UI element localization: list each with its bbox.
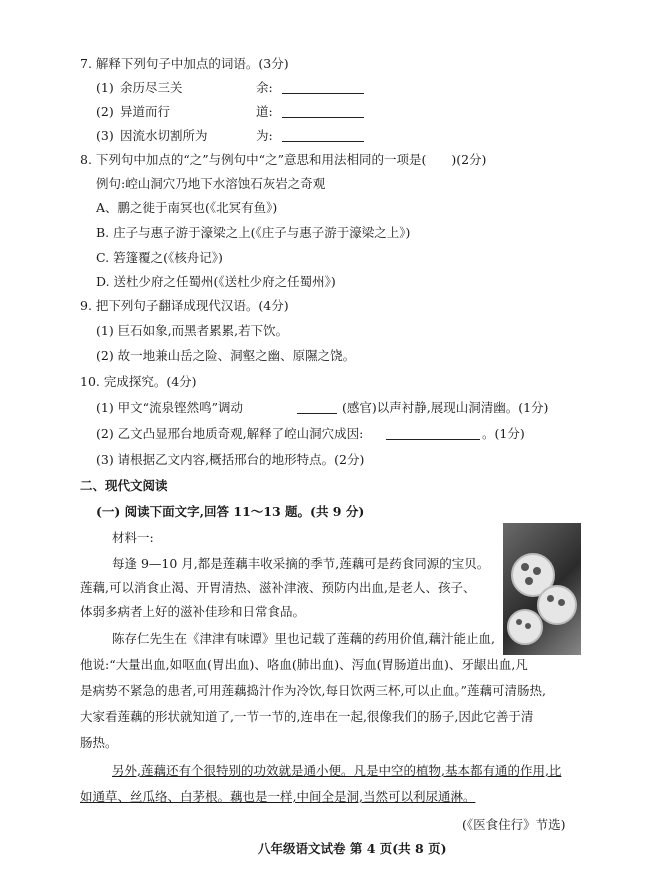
q7-item-2-num: (2) bbox=[96, 104, 114, 119]
q7-item-2-text: 异道而行 bbox=[120, 104, 171, 119]
q7-item-3-num: (3) bbox=[96, 128, 114, 143]
q8-option-a: A、鹏之徙于南冥也(《北冥有鱼》) bbox=[96, 200, 278, 215]
passage-line-2: 莲藕,可以消食止渴、开胃清热、滋补津液、预防内出血,是老人、孩子、 bbox=[80, 580, 476, 595]
passage-source: (《医食住行》节选) bbox=[462, 817, 566, 832]
page-footer: 八年级语文试卷 第 4 页(共 8 页) bbox=[258, 841, 447, 856]
material-label: 材料一: bbox=[112, 530, 154, 545]
q9-title: 9. 把下列句子翻译成现代汉语。(4分) bbox=[80, 298, 289, 313]
lotus-root-photo bbox=[503, 523, 581, 655]
q10-item-1-pre: (1) 甲文“流泉铿然鸣”调动 bbox=[96, 400, 243, 415]
q7-title: 7. 解释下列句子中加点的词语。(3分) bbox=[80, 56, 289, 71]
q7-item-3-text: 因流水切割所为 bbox=[120, 128, 208, 143]
q7-item-3-answer-blank[interactable] bbox=[282, 129, 364, 142]
q10-title: 10. 完成探究。(4分) bbox=[80, 374, 197, 389]
q7-item-1-num: (1) bbox=[96, 80, 114, 95]
q9-item-1: (1) 巨石如象,而黑者累累,若下饮。 bbox=[96, 323, 289, 338]
q7-item-2-word: 道: bbox=[256, 104, 273, 119]
q7-item-1-word: 余: bbox=[256, 80, 273, 95]
q10-item-2-pre: (2) 乙文凸显邢台地质奇观,解释了崆山洞穴成因: bbox=[96, 426, 364, 441]
passage-line-4: 陈存仁先生在《津津有味谭》里也记载了莲藕的药用价值,藕汁能止血, bbox=[112, 631, 495, 646]
q8-title: 8. 下列句中加点的“之”与例句中“之”意思和用法相同的一项是( )(2分) bbox=[80, 152, 487, 167]
q7-item-3-word: 为: bbox=[256, 128, 273, 143]
passage-line-3: 体弱多病者上好的滋补佳珍和日常食品。 bbox=[80, 604, 306, 619]
passage-line-8: 肠热。 bbox=[80, 735, 118, 750]
passage-line-1: 每逢 9—10 月,都是莲藕丰收采摘的季节,莲藕可是药食同源的宝贝。 bbox=[112, 556, 490, 571]
q9-item-2: (2) 故一地兼山岳之险、洞壑之幽、原隰之饶。 bbox=[96, 348, 356, 363]
q10-item-1-answer-blank[interactable] bbox=[297, 401, 337, 414]
passage-line-6: 是病势不紧急的患者,可用莲藕捣汁作为冷饮,每日饮两三杯,可以止血。”莲藕可清肠热, bbox=[80, 683, 547, 698]
section-heading: 二、现代文阅读 bbox=[80, 478, 168, 493]
passage-line-9: 另外,莲藕还有个很特别的功效就是通小便。凡是中空的植物,基本都有通的作用,比 bbox=[112, 763, 562, 778]
q8-option-d: D. 送杜少府之任蜀州(《送杜少府之任蜀州》) bbox=[96, 274, 336, 289]
q10-item-1-post: (感官)以声衬静,展现山洞清幽。(1分) bbox=[342, 400, 549, 415]
passage-line-5: 他说:“大量出血,如呕血(胃出血)、咯血(肺出血)、泻血(胃肠道出血)、牙龈出血,凡 bbox=[80, 657, 528, 672]
q8-option-b: B. 庄子与惠子游于濠梁之上(《庄子与惠子游于濠梁之上》) bbox=[96, 225, 411, 240]
passage-line-10: 如通草、丝瓜络、白茅根。藕也是一样,中间全是洞,当然可以利尿通淋。 bbox=[80, 789, 476, 804]
reading-instructions: (一) 阅读下面文字,回答 11～13 题。(共 9 分) bbox=[96, 504, 365, 519]
q7-item-1-answer-blank[interactable] bbox=[282, 81, 364, 94]
q8-example: 例句:崆山洞穴乃地下水溶蚀石灰岩之奇观 bbox=[96, 176, 326, 191]
q10-item-2-answer-blank[interactable] bbox=[386, 427, 480, 440]
q8-option-c: C. 箬篷覆之(《核舟记》) bbox=[96, 250, 223, 265]
q10-item-3: (3) 请根据乙文内容,概括邢台的地形特点。(2分) bbox=[96, 452, 365, 467]
q10-item-2-post: 。(1分) bbox=[482, 426, 525, 441]
q7-item-1-text: 余历尽三关 bbox=[120, 80, 183, 95]
q7-item-2-answer-blank[interactable] bbox=[282, 105, 364, 118]
passage-line-7: 大家看莲藕的形状就知道了,一节一节的,连串在一起,很像我们的肠子,因此它善于清 bbox=[80, 709, 534, 724]
